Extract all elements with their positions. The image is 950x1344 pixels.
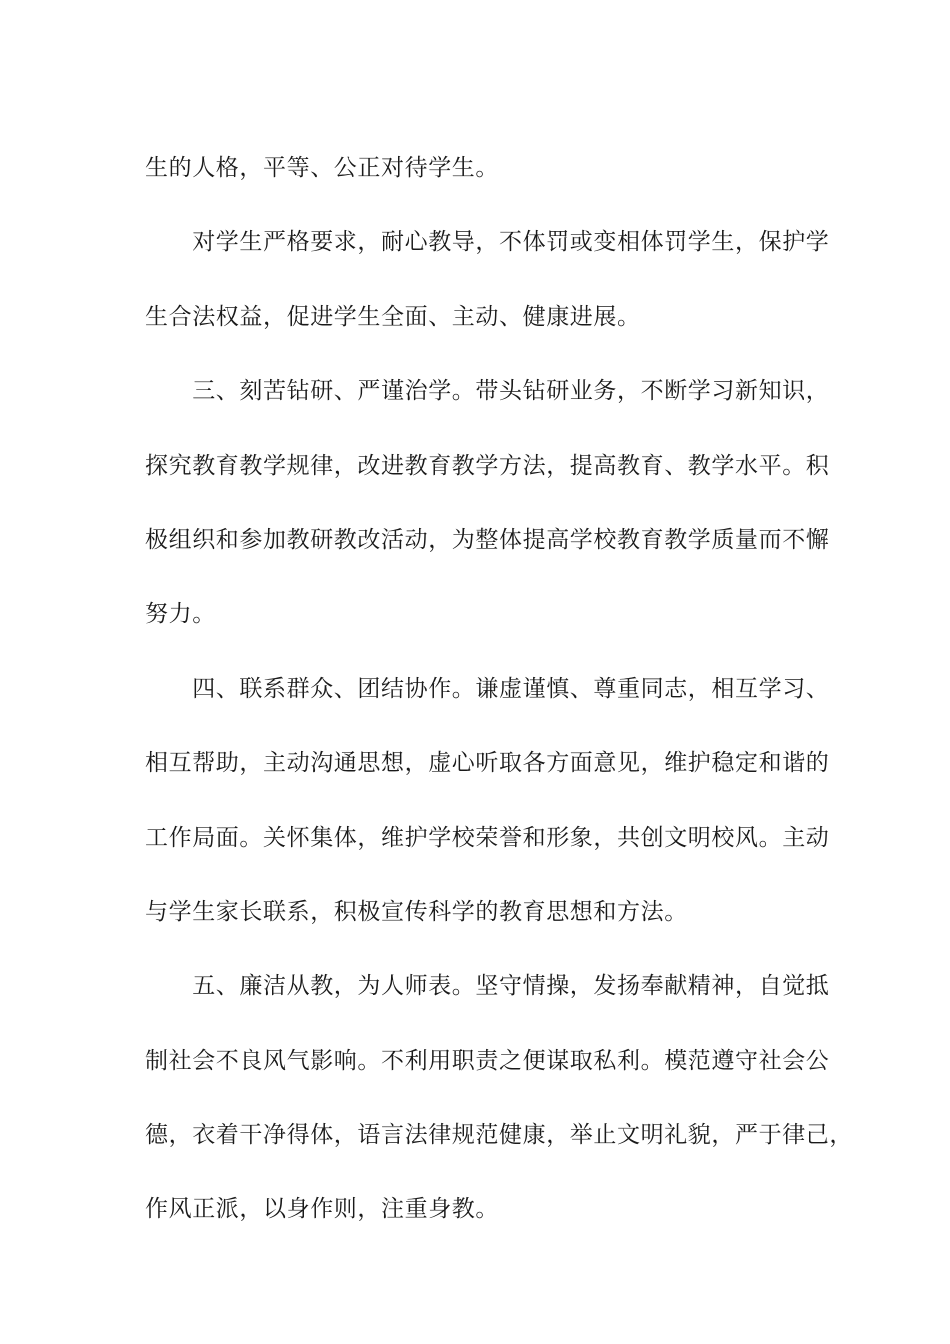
text-line: 德，衣着干净得体，语言法律规范健康，举止文明礼貌，严于律己， bbox=[145, 1122, 853, 1149]
text-line: 制社会不良风气影响。不利用职责之便谋取私利。模范遵守社会公 bbox=[145, 1047, 830, 1074]
text-line: 作风正派，以身作则，注重身教。 bbox=[145, 1196, 499, 1223]
text-line: 努力。 bbox=[145, 601, 216, 628]
text-line: 与学生家长联系，积极宣传科学的教育思想和方法。 bbox=[145, 898, 688, 925]
text-line: 极组织和参加教研教改活动，为整体提高学校教育教学质量而不懈 bbox=[145, 526, 830, 553]
text-line: 生合法权益，促进学生全面、主动、健康进展。 bbox=[145, 303, 641, 330]
text-line: 对学生严格要求，耐心教导，不体罚或变相体罚学生，保护学 bbox=[145, 229, 830, 256]
text-line: 探究教育教学规律，改进教育教学方法，提高教育、教学水平。积 bbox=[145, 452, 830, 479]
text-line: 五、廉洁从教，为人师表。坚守情操，发扬奉献精神，自觉抵 bbox=[145, 973, 830, 1000]
text-line: 工作局面。关怀集体，维护学校荣誉和形象，共创文明校风。主动 bbox=[145, 824, 830, 851]
text-line: 四、联系群众、团结协作。谦虚谨慎、尊重同志，相互学习、 bbox=[145, 675, 830, 702]
document-body bbox=[145, 131, 853, 1247]
text-line: 三、刻苦钻研、严谨治学。带头钻研业务，不断学习新知识， bbox=[145, 378, 830, 405]
text-line: 生的人格，平等、公正对待学生。 bbox=[145, 155, 499, 181]
text-line: 相互帮助，主动沟通思想，虚心听取各方面意见，维护稳定和谐的 bbox=[145, 750, 830, 777]
